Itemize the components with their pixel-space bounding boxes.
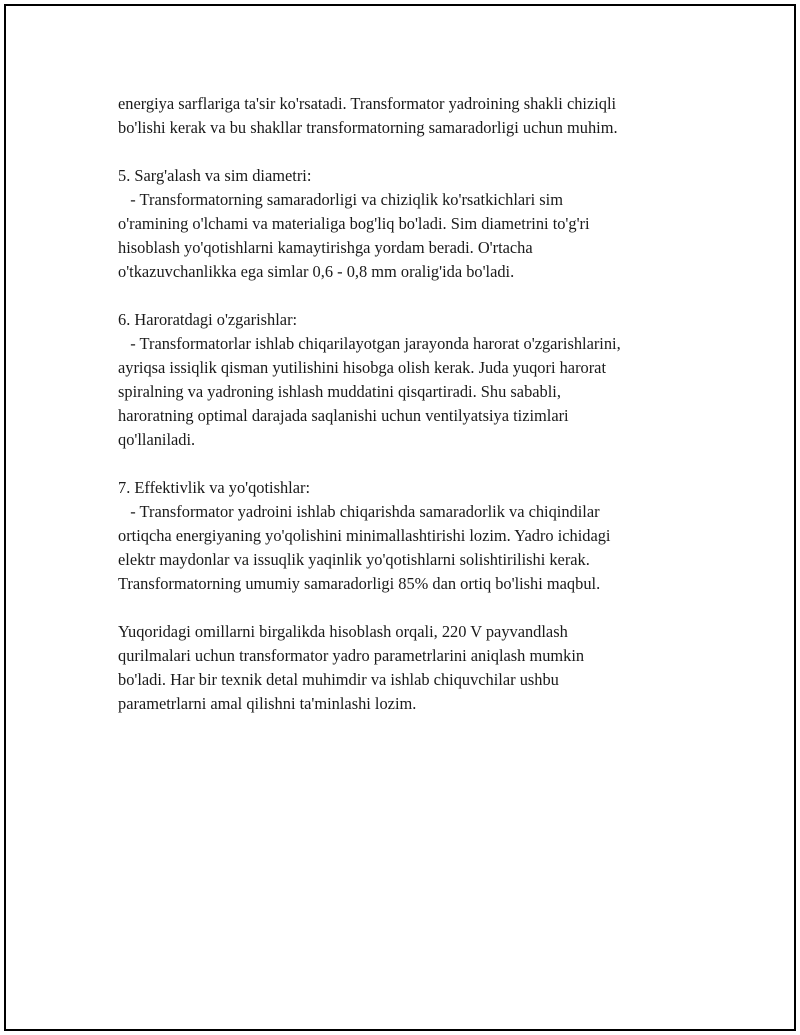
document-body (118, 92, 708, 716)
paragraph-gap (118, 452, 708, 476)
text-line: bo'ladi. Har bir texnik detal muhimdir va ishlab chiquvchilar ushbu (118, 670, 559, 689)
text-line: hisoblash yo'qotishlarni kamaytirishga yordam beradi. O'rtacha (118, 238, 533, 257)
text-line: Yuqoridagi omillarni birgalikda hisoblash orqali, 220 V payvandlash (118, 622, 568, 641)
text-line: qurilmalari uchun transformator yadro parametrlarini aniqlash mumkin (118, 646, 585, 665)
text-line: parametrlarni amal qilishni ta'minlashi lozim. (118, 694, 417, 713)
text-line: - Transformatorlar ishlab chiqarilayotgan jarayonda harorat o'zgarishlarini, (118, 334, 621, 353)
text-line: elektr maydonlar va issuqlik yaqinlik yo'qotishlarni solishtirilishi kerak. (118, 550, 590, 569)
text-line: o'tkazuvchanlikka ega simlar 0,6 - 0,8 mm oralig'ida bo'ladi. (118, 262, 515, 281)
text-line: - Transformator yadroini ishlab chiqarishda samaradorlik va chiqindilar (118, 502, 600, 521)
section-heading: 7. Effektivlik va yo'qotishlar: (118, 478, 311, 497)
text-line: - Transformatorning samaradorligi va chiziqlik ko'rsatkichlari sim (118, 190, 563, 209)
text-line: qo'llaniladi. (118, 430, 196, 449)
section-5 (118, 164, 708, 284)
conclusion-paragraph (118, 620, 708, 716)
text-line: energiya sarflariga ta'sir ko'rsatadi. Transformator yadroining shakli chiziqli (118, 94, 617, 113)
text-line: spiralning va yadroning ishlash muddatini qisqartiradi. Shu sababli, (118, 382, 561, 401)
section-7 (118, 476, 708, 596)
paragraph-gap (118, 284, 708, 308)
text-line: haroratning optimal darajada saqlanishi uchun ventilyatsiya tizimlari (118, 406, 569, 425)
text-line: ayriqsa issiqlik qisman yutilishini hisobga olish kerak. Juda yuqori harorat (118, 358, 607, 377)
section-heading: 6. Haroratdagi o'zgarishlar: (118, 310, 298, 329)
text-line: bo'lishi kerak va bu shakllar transformatorning samaradorligi uchun muhim. (118, 118, 618, 137)
section-heading: 5. Sarg'alash va sim diametri: (118, 166, 312, 185)
intro-paragraph (118, 92, 708, 140)
section-6 (118, 308, 708, 452)
paragraph-gap (118, 596, 708, 620)
paragraph-gap (118, 140, 708, 164)
text-line: ortiqcha energiyaning yo'qolishini minimallashtirishi lozim. Yadro ichidagi (118, 526, 611, 545)
text-line: Transformatorning umumiy samaradorligi 85% dan ortiq bo'lishi maqbul. (118, 574, 601, 593)
text-line: o'ramining o'lchami va materialiga bog'liq bo'ladi. Sim diametrini to'g'ri (118, 214, 590, 233)
